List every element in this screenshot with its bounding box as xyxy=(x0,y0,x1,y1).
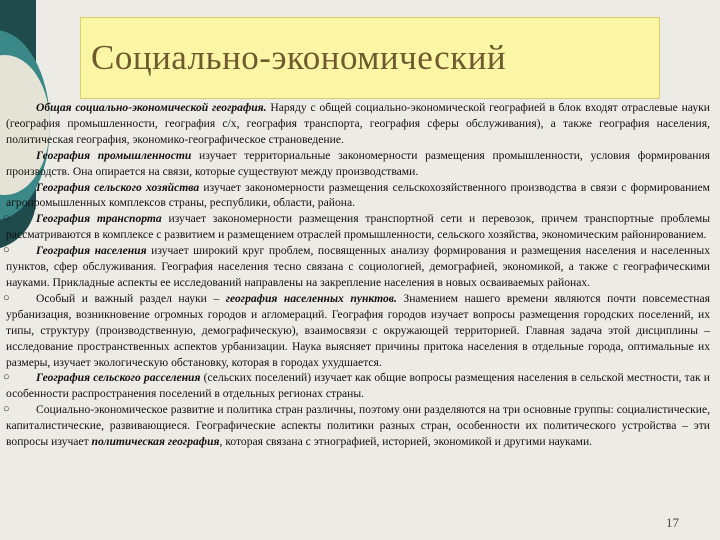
slide-title: Социально-экономический xyxy=(91,38,507,77)
paragraph-text: Наряду с общей социально-экономической географией в блок входят отраслевые науки (география промышленности, география с/х, география транспорта, география сферы обслуживания), а также география населения, политическая география, экономико-географическое страноведение. xyxy=(6,101,710,146)
paragraph-prefix: Социально-экономическое развитие и политика стран различны, поэтому они разделяются на три основные группы: социалистические, капиталистические, развивающиеся. Географические аспекты политики разных стран, особенности их политического устройства – эти вопросы изучает xyxy=(6,403,710,449)
bullet-icon: ○ xyxy=(3,244,10,257)
paragraph-text: изучает закономерности размещения транспортной сети и перевозок, причем транспортные проблемы рассматриваются в комплексе с развитием и размещением отраслей промышленности, сельского хозяйства, экономическим районированием. xyxy=(6,212,710,242)
page-number: 17 xyxy=(666,515,679,530)
term: Общая социально-экономической география. xyxy=(36,101,267,114)
paragraph-text: изучает территориальные закономерности размещения промышленности, условия формирования производств. Она опирается на связи, которые существуют между производствами. xyxy=(6,148,710,178)
title-box xyxy=(80,17,660,99)
paragraph-text: (сельских поселений) изучает как общие вопросы размещения населения в сельской местности, так и особенности распространения поселений в отдельных регионах страны. xyxy=(6,371,710,401)
bullet-icon: ○ xyxy=(3,291,10,304)
term: География сельского расселения xyxy=(36,371,201,385)
paragraph xyxy=(3,370,710,402)
paragraph xyxy=(3,291,710,371)
term: География сельского хозяйства xyxy=(36,180,200,194)
paragraph-prefix: Особый и важный раздел науки – xyxy=(36,291,226,305)
paragraph xyxy=(6,100,710,148)
bullet-icon: ○ xyxy=(3,371,10,384)
paragraph xyxy=(6,148,710,180)
paragraph-text: , которая связана с этнографией, историей, экономикой и другими науками. xyxy=(219,435,593,449)
term: география населенных пунктов. xyxy=(225,291,397,305)
paragraph-text: Знамением нашего времени являются почти повсеместная урбанизация, возникновение огромных городов и агломераций. География городов изучает вопросы размещения городских поселений, их типы, структуру (производственную, демографическую), взаимосвязи с окружающей территорией. Главная задача этой дисциплины – исследование пространственных аспектов урбанизации. Наука выясняет причины притока населения в отдельные города, оптимальные их размеры, изучает экологическую обстановку, которая в городах ухудшается. xyxy=(6,291,710,369)
paragraph-text: изучает широкий круг проблем, посвященных анализу формирования и размещения населения и населенных пунктов, сфер обслуживания. География населения тесно связана с социологией, демографией, экономикой, а также с географическими науками. Прикладные аспекты ее исследований направлены на закрепление населения в новых осваиваемых районах. xyxy=(6,244,710,289)
bullet-icon: ○ xyxy=(3,403,10,416)
bullet-icon: ○ xyxy=(3,212,10,225)
paragraph xyxy=(3,402,710,450)
term: География промышленности xyxy=(36,148,192,162)
term: География населения xyxy=(36,244,147,258)
paragraph xyxy=(3,243,710,291)
term: География транспорта xyxy=(36,212,162,226)
paragraph-text: изучает закономерности размещения сельскохозяйственного производства в связи с формированием агропромышленных комплексов страны, республики, области, района. xyxy=(6,180,710,210)
paragraph xyxy=(6,180,710,212)
slide-body xyxy=(3,100,710,450)
paragraph xyxy=(3,211,710,243)
term: политическая география xyxy=(91,435,220,449)
